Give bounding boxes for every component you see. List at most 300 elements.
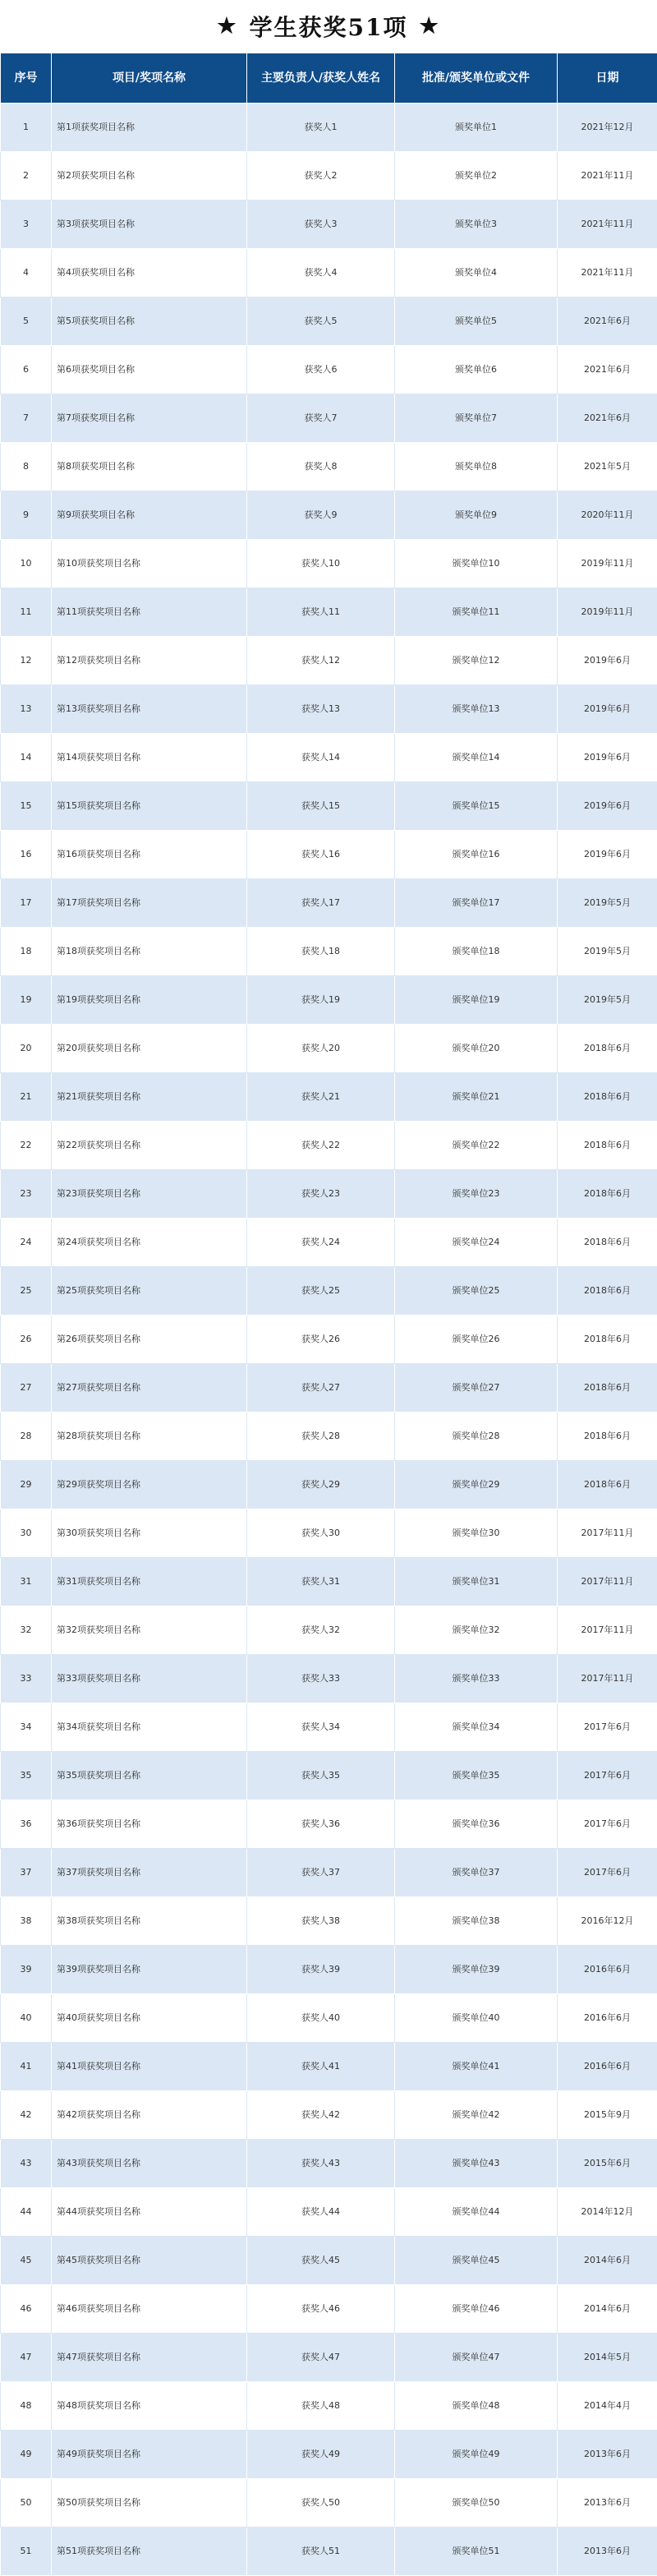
cell-award-name: 第31项获奖项目名称 — [52, 1558, 247, 1606]
cell-org: 颁奖单位42 — [395, 2091, 558, 2140]
table-row — [1, 104, 657, 152]
cell-date: 2018年6月 — [558, 1219, 657, 1267]
table-row — [1, 1897, 657, 1946]
table-row — [1, 1946, 657, 1994]
cell-award-name: 第13项获奖项目名称 — [52, 685, 247, 734]
cell-award-name: 第5项获奖项目名称 — [52, 297, 247, 346]
table-row — [1, 928, 657, 976]
cell-person: 获奖人47 — [247, 2334, 395, 2382]
page-title — [217, 10, 440, 43]
cell-person: 获奖人28 — [247, 1412, 395, 1461]
star-icon-right: ★ — [419, 14, 440, 39]
cell-person: 获奖人3 — [247, 200, 395, 249]
table-row — [1, 491, 657, 540]
cell-person: 获奖人20 — [247, 1025, 395, 1073]
cell-org: 颁奖单位32 — [395, 1606, 558, 1655]
cell-person: 获奖人10 — [247, 540, 395, 588]
title-bar — [0, 0, 657, 53]
cell-index: 2 — [1, 152, 52, 200]
cell-index: 28 — [1, 1412, 52, 1461]
table-row — [1, 588, 657, 637]
cell-index: 33 — [1, 1655, 52, 1703]
cell-index: 4 — [1, 249, 52, 297]
cell-person: 获奖人51 — [247, 2528, 395, 2576]
table-row — [1, 443, 657, 491]
table-row — [1, 1994, 657, 2043]
cell-award-name: 第27项获奖项目名称 — [52, 1364, 247, 1412]
cell-index: 10 — [1, 540, 52, 588]
cell-org: 颁奖单位31 — [395, 1558, 558, 1606]
cell-person: 获奖人17 — [247, 879, 395, 928]
cell-person: 获奖人33 — [247, 1655, 395, 1703]
cell-org: 颁奖单位2 — [395, 152, 558, 200]
cell-person: 获奖人2 — [247, 152, 395, 200]
cell-person: 获奖人13 — [247, 685, 395, 734]
table-row — [1, 1655, 657, 1703]
table-row — [1, 2285, 657, 2334]
cell-date: 2014年12月 — [558, 2188, 657, 2237]
cell-date: 2016年6月 — [558, 1946, 657, 1994]
table-row — [1, 1849, 657, 1897]
cell-date: 2017年11月 — [558, 1606, 657, 1655]
cell-date: 2018年6月 — [558, 1073, 657, 1122]
cell-date: 2018年6月 — [558, 1316, 657, 1364]
cell-person: 获奖人50 — [247, 2479, 395, 2528]
cell-org: 颁奖单位13 — [395, 685, 558, 734]
cell-award-name: 第16项获奖项目名称 — [52, 831, 247, 879]
cell-award-name: 第35项获奖项目名称 — [52, 1752, 247, 1800]
cell-person: 获奖人23 — [247, 1170, 395, 1219]
cell-person: 获奖人34 — [247, 1703, 395, 1752]
cell-date: 2018年6月 — [558, 1170, 657, 1219]
cell-person: 获奖人38 — [247, 1897, 395, 1946]
cell-org: 颁奖单位26 — [395, 1316, 558, 1364]
cell-award-name: 第26项获奖项目名称 — [52, 1316, 247, 1364]
cell-person: 获奖人27 — [247, 1364, 395, 1412]
cell-date: 2018年6月 — [558, 1267, 657, 1316]
cell-org: 颁奖单位5 — [395, 297, 558, 346]
table-row — [1, 1509, 657, 1558]
cell-date: 2016年12月 — [558, 1897, 657, 1946]
table-row — [1, 734, 657, 782]
cell-org: 颁奖单位46 — [395, 2285, 558, 2334]
cell-person: 获奖人44 — [247, 2188, 395, 2237]
cell-index: 9 — [1, 491, 52, 540]
cell-date: 2017年11月 — [558, 1509, 657, 1558]
cell-index: 48 — [1, 2382, 52, 2431]
cell-index: 47 — [1, 2334, 52, 2382]
cell-person: 获奖人46 — [247, 2285, 395, 2334]
table-row — [1, 782, 657, 831]
cell-index: 22 — [1, 1122, 52, 1170]
cell-org: 颁奖单位6 — [395, 346, 558, 394]
cell-person: 获奖人25 — [247, 1267, 395, 1316]
cell-org: 颁奖单位3 — [395, 200, 558, 249]
cell-person: 获奖人15 — [247, 782, 395, 831]
cell-award-name: 第18项获奖项目名称 — [52, 928, 247, 976]
cell-date: 2019年11月 — [558, 588, 657, 637]
cell-award-name: 第49项获奖项目名称 — [52, 2431, 247, 2479]
cell-org: 颁奖单位14 — [395, 734, 558, 782]
cell-award-name: 第41项获奖项目名称 — [52, 2043, 247, 2091]
cell-index: 11 — [1, 588, 52, 637]
cell-person: 获奖人8 — [247, 443, 395, 491]
cell-award-name: 第3项获奖项目名称 — [52, 200, 247, 249]
cell-index: 16 — [1, 831, 52, 879]
cell-org: 颁奖单位40 — [395, 1994, 558, 2043]
cell-date: 2014年6月 — [558, 2285, 657, 2334]
cell-person: 获奖人6 — [247, 346, 395, 394]
table-row — [1, 1412, 657, 1461]
cell-org: 颁奖单位7 — [395, 394, 558, 443]
cell-date: 2018年6月 — [558, 1412, 657, 1461]
cell-award-name: 第12项获奖项目名称 — [52, 637, 247, 685]
table-row — [1, 1073, 657, 1122]
cell-org: 颁奖单位17 — [395, 879, 558, 928]
cell-date: 2015年9月 — [558, 2091, 657, 2140]
cell-date: 2013年6月 — [558, 2479, 657, 2528]
cell-award-name: 第4项获奖项目名称 — [52, 249, 247, 297]
table-row — [1, 1122, 657, 1170]
cell-date: 2019年6月 — [558, 637, 657, 685]
cell-org: 颁奖单位20 — [395, 1025, 558, 1073]
table-row — [1, 200, 657, 249]
cell-award-name: 第1项获奖项目名称 — [52, 104, 247, 152]
cell-index: 5 — [1, 297, 52, 346]
cell-person: 获奖人9 — [247, 491, 395, 540]
cell-index: 6 — [1, 346, 52, 394]
cell-person: 获奖人49 — [247, 2431, 395, 2479]
cell-award-name: 第14项获奖项目名称 — [52, 734, 247, 782]
cell-award-name: 第32项获奖项目名称 — [52, 1606, 247, 1655]
cell-org: 颁奖单位38 — [395, 1897, 558, 1946]
cell-award-name: 第10项获奖项目名称 — [52, 540, 247, 588]
cell-award-name: 第47项获奖项目名称 — [52, 2334, 247, 2382]
cell-index: 36 — [1, 1800, 52, 1849]
cell-award-name: 第46项获奖项目名称 — [52, 2285, 247, 2334]
cell-award-name: 第20项获奖项目名称 — [52, 1025, 247, 1073]
cell-award-name: 第42项获奖项目名称 — [52, 2091, 247, 2140]
cell-index: 1 — [1, 104, 52, 152]
cell-date: 2017年6月 — [558, 1800, 657, 1849]
cell-org: 颁奖单位35 — [395, 1752, 558, 1800]
cell-person: 获奖人30 — [247, 1509, 395, 1558]
cell-index: 44 — [1, 2188, 52, 2237]
cell-date: 2019年5月 — [558, 976, 657, 1025]
cell-index: 23 — [1, 1170, 52, 1219]
cell-index: 32 — [1, 1606, 52, 1655]
cell-person: 获奖人29 — [247, 1461, 395, 1509]
cell-date: 2021年11月 — [558, 152, 657, 200]
table-row — [1, 1752, 657, 1800]
cell-person: 获奖人18 — [247, 928, 395, 976]
star-icon-left: ★ — [217, 14, 238, 39]
cell-award-name: 第36项获奖项目名称 — [52, 1800, 247, 1849]
cell-org: 颁奖单位41 — [395, 2043, 558, 2091]
table-row — [1, 1316, 657, 1364]
cell-org: 颁奖单位33 — [395, 1655, 558, 1703]
cell-date: 2014年6月 — [558, 2237, 657, 2285]
cell-index: 30 — [1, 1509, 52, 1558]
table-row — [1, 346, 657, 394]
cell-person: 获奖人22 — [247, 1122, 395, 1170]
cell-date: 2019年5月 — [558, 879, 657, 928]
table-row — [1, 831, 657, 879]
header-org: 批准/颁奖单位或文件 — [395, 53, 558, 104]
cell-org: 颁奖单位4 — [395, 249, 558, 297]
cell-date: 2013年6月 — [558, 2431, 657, 2479]
cell-org: 颁奖单位30 — [395, 1509, 558, 1558]
cell-org: 颁奖单位29 — [395, 1461, 558, 1509]
cell-date: 2018年6月 — [558, 1122, 657, 1170]
cell-date: 2021年11月 — [558, 249, 657, 297]
table-row — [1, 637, 657, 685]
cell-award-name: 第38项获奖项目名称 — [52, 1897, 247, 1946]
cell-date: 2021年12月 — [558, 104, 657, 152]
cell-date: 2019年5月 — [558, 928, 657, 976]
cell-index: 34 — [1, 1703, 52, 1752]
cell-award-name: 第51项获奖项目名称 — [52, 2528, 247, 2576]
cell-index: 41 — [1, 2043, 52, 2091]
cell-index: 3 — [1, 200, 52, 249]
cell-index: 27 — [1, 1364, 52, 1412]
table-row — [1, 2334, 657, 2382]
cell-date: 2016年6月 — [558, 2043, 657, 2091]
cell-award-name: 第15项获奖项目名称 — [52, 782, 247, 831]
table-row — [1, 2188, 657, 2237]
cell-award-name: 第50项获奖项目名称 — [52, 2479, 247, 2528]
table-row — [1, 1219, 657, 1267]
header-name: 项目/奖项名称 — [52, 53, 247, 104]
cell-award-name: 第48项获奖项目名称 — [52, 2382, 247, 2431]
cell-index: 17 — [1, 879, 52, 928]
cell-org: 颁奖单位23 — [395, 1170, 558, 1219]
cell-org: 颁奖单位24 — [395, 1219, 558, 1267]
cell-person: 获奖人43 — [247, 2140, 395, 2188]
table-row — [1, 540, 657, 588]
cell-org: 颁奖单位47 — [395, 2334, 558, 2382]
cell-index: 49 — [1, 2431, 52, 2479]
cell-org: 颁奖单位28 — [395, 1412, 558, 1461]
cell-award-name: 第39项获奖项目名称 — [52, 1946, 247, 1994]
cell-date: 2017年6月 — [558, 1703, 657, 1752]
cell-person: 获奖人39 — [247, 1946, 395, 1994]
cell-person: 获奖人36 — [247, 1800, 395, 1849]
cell-date: 2021年11月 — [558, 200, 657, 249]
cell-award-name: 第45项获奖项目名称 — [52, 2237, 247, 2285]
cell-org: 颁奖单位37 — [395, 1849, 558, 1897]
cell-org: 颁奖单位49 — [395, 2431, 558, 2479]
cell-award-name: 第17项获奖项目名称 — [52, 879, 247, 928]
table-row — [1, 685, 657, 734]
cell-org: 颁奖单位45 — [395, 2237, 558, 2285]
cell-award-name: 第21项获奖项目名称 — [52, 1073, 247, 1122]
header-person: 主要负责人/获奖人姓名 — [247, 53, 395, 104]
cell-award-name: 第11项获奖项目名称 — [52, 588, 247, 637]
table-row — [1, 976, 657, 1025]
cell-date: 2019年6月 — [558, 831, 657, 879]
cell-index: 13 — [1, 685, 52, 734]
cell-org: 颁奖单位36 — [395, 1800, 558, 1849]
table-row — [1, 1558, 657, 1606]
cell-person: 获奖人45 — [247, 2237, 395, 2285]
cell-index: 40 — [1, 1994, 52, 2043]
cell-index: 39 — [1, 1946, 52, 1994]
cell-index: 18 — [1, 928, 52, 976]
cell-date: 2014年4月 — [558, 2382, 657, 2431]
cell-date: 2017年6月 — [558, 1752, 657, 1800]
cell-org: 颁奖单位19 — [395, 976, 558, 1025]
cell-index: 21 — [1, 1073, 52, 1122]
table-row — [1, 1800, 657, 1849]
cell-index: 24 — [1, 1219, 52, 1267]
table-row — [1, 1267, 657, 1316]
cell-date: 2018年6月 — [558, 1364, 657, 1412]
table-row — [1, 1170, 657, 1219]
cell-date: 2018年6月 — [558, 1025, 657, 1073]
cell-index: 7 — [1, 394, 52, 443]
cell-award-name: 第22项获奖项目名称 — [52, 1122, 247, 1170]
cell-award-name: 第9项获奖项目名称 — [52, 491, 247, 540]
cell-date: 2017年11月 — [558, 1655, 657, 1703]
cell-org: 颁奖单位9 — [395, 491, 558, 540]
cell-org: 颁奖单位51 — [395, 2528, 558, 2576]
cell-award-name: 第23项获奖项目名称 — [52, 1170, 247, 1219]
cell-award-name: 第7项获奖项目名称 — [52, 394, 247, 443]
cell-index: 29 — [1, 1461, 52, 1509]
cell-award-name: 第8项获奖项目名称 — [52, 443, 247, 491]
cell-award-name: 第19项获奖项目名称 — [52, 976, 247, 1025]
cell-date: 2016年6月 — [558, 1994, 657, 2043]
cell-award-name: 第29项获奖项目名称 — [52, 1461, 247, 1509]
cell-index: 51 — [1, 2528, 52, 2576]
cell-index: 38 — [1, 1897, 52, 1946]
cell-person: 获奖人7 — [247, 394, 395, 443]
cell-date: 2014年5月 — [558, 2334, 657, 2382]
cell-index: 31 — [1, 1558, 52, 1606]
cell-index: 26 — [1, 1316, 52, 1364]
cell-org: 颁奖单位18 — [395, 928, 558, 976]
cell-index: 12 — [1, 637, 52, 685]
cell-index: 46 — [1, 2285, 52, 2334]
cell-date: 2013年6月 — [558, 2528, 657, 2576]
cell-index: 25 — [1, 1267, 52, 1316]
table-row — [1, 879, 657, 928]
cell-index: 19 — [1, 976, 52, 1025]
header-date: 日期 — [558, 53, 657, 104]
cell-award-name: 第40项获奖项目名称 — [52, 1994, 247, 2043]
cell-org: 颁奖单位11 — [395, 588, 558, 637]
cell-index: 14 — [1, 734, 52, 782]
cell-award-name: 第28项获奖项目名称 — [52, 1412, 247, 1461]
cell-person: 获奖人12 — [247, 637, 395, 685]
cell-date: 2017年11月 — [558, 1558, 657, 1606]
cell-index: 20 — [1, 1025, 52, 1073]
cell-org: 颁奖单位48 — [395, 2382, 558, 2431]
table-row — [1, 297, 657, 346]
cell-award-name: 第24项获奖项目名称 — [52, 1219, 247, 1267]
table-header-row — [1, 53, 657, 104]
cell-person: 获奖人24 — [247, 1219, 395, 1267]
cell-award-name: 第33项获奖项目名称 — [52, 1655, 247, 1703]
awards-table — [0, 53, 657, 2576]
cell-index: 45 — [1, 2237, 52, 2285]
cell-org: 颁奖单位44 — [395, 2188, 558, 2237]
cell-org: 颁奖单位1 — [395, 104, 558, 152]
cell-award-name: 第44项获奖项目名称 — [52, 2188, 247, 2237]
table-row — [1, 1364, 657, 1412]
cell-org: 颁奖单位10 — [395, 540, 558, 588]
cell-person: 获奖人37 — [247, 1849, 395, 1897]
cell-date: 2021年5月 — [558, 443, 657, 491]
cell-date: 2021年6月 — [558, 346, 657, 394]
table-row — [1, 2043, 657, 2091]
cell-date: 2019年6月 — [558, 782, 657, 831]
cell-person: 获奖人40 — [247, 1994, 395, 2043]
table-row — [1, 2140, 657, 2188]
cell-org: 颁奖单位25 — [395, 1267, 558, 1316]
table-row — [1, 2091, 657, 2140]
cell-person: 获奖人21 — [247, 1073, 395, 1122]
cell-date: 2015年6月 — [558, 2140, 657, 2188]
cell-person: 获奖人42 — [247, 2091, 395, 2140]
cell-org: 颁奖单位50 — [395, 2479, 558, 2528]
cell-date: 2021年6月 — [558, 394, 657, 443]
header-index: 序号 — [1, 53, 52, 104]
cell-person: 获奖人4 — [247, 249, 395, 297]
cell-person: 获奖人41 — [247, 2043, 395, 2091]
cell-person: 获奖人26 — [247, 1316, 395, 1364]
cell-person: 获奖人19 — [247, 976, 395, 1025]
cell-person: 获奖人48 — [247, 2382, 395, 2431]
table-row — [1, 2528, 657, 2576]
cell-person: 获奖人5 — [247, 297, 395, 346]
cell-date: 2017年6月 — [558, 1849, 657, 1897]
cell-org: 颁奖单位43 — [395, 2140, 558, 2188]
cell-award-name: 第6项获奖项目名称 — [52, 346, 247, 394]
cell-person: 获奖人11 — [247, 588, 395, 637]
cell-index: 15 — [1, 782, 52, 831]
cell-award-name: 第34项获奖项目名称 — [52, 1703, 247, 1752]
cell-date: 2018年6月 — [558, 1461, 657, 1509]
cell-person: 获奖人14 — [247, 734, 395, 782]
cell-date: 2019年6月 — [558, 734, 657, 782]
cell-award-name: 第43项获奖项目名称 — [52, 2140, 247, 2188]
cell-award-name: 第30项获奖项目名称 — [52, 1509, 247, 1558]
cell-award-name: 第37项获奖项目名称 — [52, 1849, 247, 1897]
cell-org: 颁奖单位34 — [395, 1703, 558, 1752]
cell-index: 50 — [1, 2479, 52, 2528]
table-row — [1, 394, 657, 443]
cell-org: 颁奖单位27 — [395, 1364, 558, 1412]
cell-index: 35 — [1, 1752, 52, 1800]
cell-org: 颁奖单位22 — [395, 1122, 558, 1170]
cell-person: 获奖人16 — [247, 831, 395, 879]
cell-person: 获奖人31 — [247, 1558, 395, 1606]
table-row — [1, 2382, 657, 2431]
cell-date: 2021年6月 — [558, 297, 657, 346]
table-row — [1, 2237, 657, 2285]
page-title-text: 学生获奖51项 — [249, 14, 408, 41]
table-row — [1, 2431, 657, 2479]
table-row — [1, 1606, 657, 1655]
cell-index: 37 — [1, 1849, 52, 1897]
table-row — [1, 1025, 657, 1073]
table-row — [1, 249, 657, 297]
cell-person: 获奖人32 — [247, 1606, 395, 1655]
cell-org: 颁奖单位39 — [395, 1946, 558, 1994]
cell-person: 获奖人1 — [247, 104, 395, 152]
